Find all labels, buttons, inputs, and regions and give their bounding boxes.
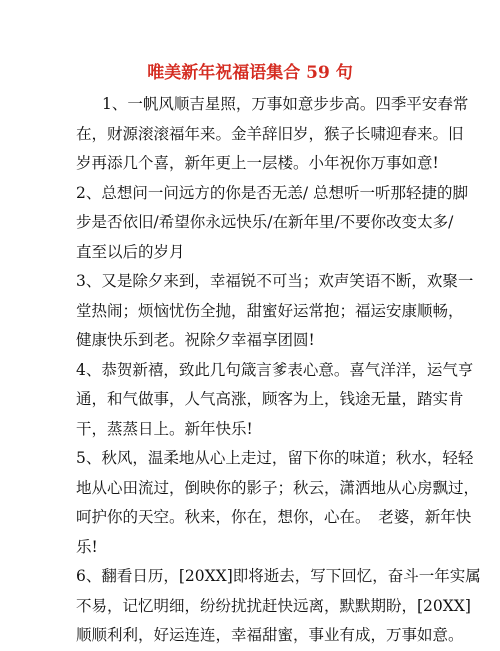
text-line: 通，和气做事，人气高涨，顾客为上，钱途无量，踏实肯	[76, 390, 464, 408]
text-line: 2、总想问一问远方的你是否无恙/ 总想听一听那轻捷的脚	[76, 183, 469, 202]
text-line: 6、翻看日历，[20XX]即将逝去，写下回忆，奋斗一年实属	[76, 567, 481, 585]
text-line: 不易，记忆明细，纷纷扰扰赶快远离，默默期盼，[20XX]	[76, 596, 471, 615]
text-line: 4、恭贺新禧，致此几句箴言爹表心意。喜气洋洋，运气亨	[76, 360, 474, 379]
text-line: 顺顺利利，好运连连，幸福甜蜜，事业有成，万事如意。	[76, 626, 464, 644]
text-line: 岁再添几个喜，新年更上一层楼。小年祝你万事如意!	[76, 154, 439, 172]
document-body	[76, 90, 481, 651]
text-line: 5、秋风，温柔地从心上走过，留下你的味道；秋水，轻轻	[76, 449, 474, 467]
text-line: 乐!	[76, 537, 98, 556]
text-line: 直至以后的岁月	[76, 242, 185, 261]
text-line: 堂热闹；烦恼忧伤全抛，甜蜜好运常抱；福运安康顺畅，	[76, 301, 464, 320]
text-line: 3、又是除夕来到，幸福锐不可当；欢声笑语不断，欢聚一	[76, 272, 474, 290]
text-line: 干，蒸蒸日上。新年快乐!	[76, 419, 253, 438]
text-line: 步是否依旧/希望你永远快乐/在新年里/不要你改变太多/	[76, 213, 454, 231]
text-line: 1、一帆风顺吉星照，万事如意步步高。四季平安春常	[102, 95, 469, 113]
document-title: 唯美新年祝福语集合 59 句	[147, 63, 353, 83]
text-line: 地从心田流过，倒映你的影子；秋云，潇洒地从心房飘过，	[76, 478, 480, 497]
text-line: 健康快乐到老。祝除夕幸福享团圆!	[76, 331, 315, 349]
text-line: 呵护你的天空。秋来，你在，想你，心在。 老婆，新年快	[76, 508, 472, 526]
text-line: 在，财源滚滚福年来。金羊辞旧岁，猴子长啸迎春来。旧	[76, 124, 464, 143]
